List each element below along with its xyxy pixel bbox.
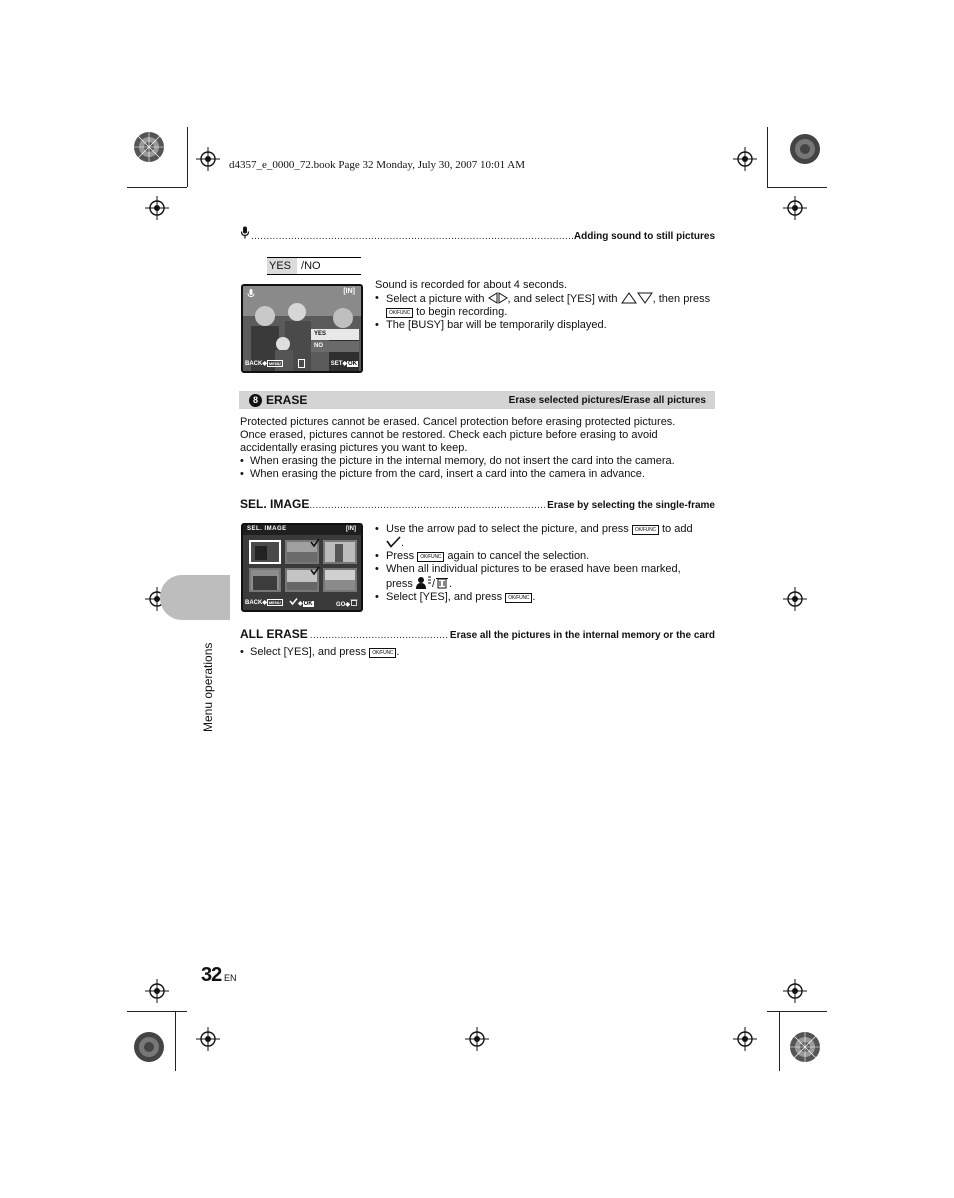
crosshair-mark-icon xyxy=(783,196,807,220)
left-right-arrow-icon xyxy=(488,292,508,304)
checkmark-icon xyxy=(289,598,298,605)
page-number: 32 xyxy=(201,964,222,986)
bullet-text: When all individual pictures to be erased have been marked, xyxy=(386,563,681,575)
trash-icon xyxy=(350,599,358,606)
bullet-text: Select a picture with xyxy=(386,293,485,305)
check-ok-hint: ◆OK xyxy=(289,598,314,607)
crop-line xyxy=(767,187,827,188)
registration-target-icon xyxy=(133,1031,165,1063)
sound-section-title: Adding sound to still pictures xyxy=(573,231,715,242)
sound-section-header xyxy=(240,226,715,242)
go-label: GO xyxy=(336,602,346,608)
sel-image-steps xyxy=(375,523,720,604)
all-erase-description: Erase all the pictures in the internal memory or the card xyxy=(449,630,715,641)
bullet-text: press xyxy=(386,578,413,590)
bullet-text: , and select [YES] with xyxy=(507,293,618,305)
all-erase-title: ALL ERASE xyxy=(240,627,308,641)
dot-leader xyxy=(310,630,448,641)
crop-line xyxy=(127,1011,187,1012)
trash-button-icon xyxy=(435,576,449,589)
memory-indicator: [IN] xyxy=(343,288,355,295)
back-menu-hint: BACK◆ MENU xyxy=(245,600,281,606)
menu-key: MENU xyxy=(268,600,281,605)
portrait-button-icon xyxy=(416,576,432,589)
erase-section-title: ERASE xyxy=(266,393,308,407)
menu-key: MENU xyxy=(268,361,281,366)
checkmark-icon xyxy=(386,536,401,548)
bullet-text: , then press xyxy=(652,293,711,305)
bullet-text: . xyxy=(532,591,536,603)
crop-line xyxy=(127,187,187,188)
set-ok-hint: SET◆OK xyxy=(330,361,357,367)
crop-line xyxy=(767,1011,827,1012)
ok-func-button-icon: OK/FUNC xyxy=(505,593,532,603)
sel-image-title: SEL. IMAGE xyxy=(240,497,310,511)
ok-key: OK xyxy=(303,601,313,607)
bullet-text: Select [YES], and press xyxy=(250,646,367,658)
bullet-text: again to cancel the selection. xyxy=(447,550,590,562)
up-down-arrow-icon xyxy=(621,292,653,304)
set-label: SET xyxy=(330,361,343,367)
registration-target-icon xyxy=(133,131,165,163)
section-number-badge: 8 xyxy=(249,394,262,407)
sound-bullet: • The [BUSY] bar will be temporarily displayed. xyxy=(375,319,720,332)
chapter-side-tab xyxy=(160,575,230,620)
crop-line xyxy=(779,1011,780,1071)
page-language: EN xyxy=(224,973,237,983)
ok-func-button-icon: OK/FUNC xyxy=(417,552,444,562)
all-erase-steps xyxy=(240,646,720,659)
registration-target-icon xyxy=(789,133,821,165)
bullet-text: to add xyxy=(661,523,693,535)
crosshair-mark-icon xyxy=(783,979,807,1003)
paragraph-line: Once erased, pictures cannot be restored. Check each picture before erasing to avoid xyxy=(240,429,658,441)
book-info-header: d4357_e_0000_72.book Page 32 Monday, July 30, 2007 10:01 AM xyxy=(229,159,525,171)
microphone-icon xyxy=(240,226,250,239)
dot-leader xyxy=(251,231,574,242)
bullet-text: to begin recording. xyxy=(416,306,508,318)
sel-image-bullet xyxy=(375,591,720,604)
back-label: BACK xyxy=(245,600,263,606)
ok-func-button-icon: OK/FUNC xyxy=(369,648,396,658)
erase-section-description: Erase selected pictures/Erase all pictures xyxy=(508,394,706,406)
chapter-side-label: Menu operations xyxy=(201,642,215,732)
option-yes: YES xyxy=(267,258,297,274)
crosshair-mark-icon xyxy=(783,587,807,611)
crop-line xyxy=(175,1011,176,1071)
sel-image-description: Erase by selecting the single-frame xyxy=(547,500,715,511)
bullet-text: Press xyxy=(386,550,415,562)
sel-image-bullet: • When all individual pictures to be erased have been marked, press / . xyxy=(375,563,720,591)
bullet-text: . xyxy=(396,646,400,658)
registration-target-icon xyxy=(789,1031,821,1063)
bullet-text: Use the arrow pad to select the picture, and press xyxy=(386,523,629,535)
ok-func-button-icon: OK/FUNC xyxy=(632,525,659,535)
menu-no: NO xyxy=(311,341,359,352)
battery-icon xyxy=(298,359,305,368)
go-hint: GO◆ xyxy=(336,599,358,608)
all-erase-bullet xyxy=(240,646,720,659)
sel-image-header xyxy=(240,497,715,511)
crop-line xyxy=(767,127,768,187)
microphone-icon xyxy=(247,289,255,299)
sound-intro: Sound is recorded for about 4 seconds. xyxy=(375,279,568,291)
menu-yes: YES xyxy=(311,329,359,340)
crop-line xyxy=(187,127,188,187)
bullet-text: . xyxy=(401,537,405,549)
sound-bullet xyxy=(375,292,720,319)
back-label: BACK xyxy=(245,361,263,367)
erase-bullet: • When erasing the picture in the internal memory, do not insert the card into the camera. xyxy=(240,455,720,468)
paragraph-line: Protected pictures cannot be erased. Cancel protection before erasing protected pictures. xyxy=(240,416,676,428)
crosshair-mark-icon xyxy=(733,1027,757,1051)
erase-intro xyxy=(240,416,720,481)
screen-title: SEL. IMAGE xyxy=(247,526,287,532)
sound-description xyxy=(375,279,720,332)
ok-func-button-icon: OK/FUNC xyxy=(386,308,413,318)
sel-image-bullet xyxy=(375,523,720,550)
bullet-text: Select [YES], and press xyxy=(386,591,503,603)
sound-lcd-screen xyxy=(241,284,363,373)
crosshair-mark-icon xyxy=(145,979,169,1003)
all-erase-header xyxy=(240,627,715,641)
crosshair-mark-icon xyxy=(145,196,169,220)
option-no: /NO xyxy=(301,260,321,272)
bullet-text: . xyxy=(449,578,453,590)
ok-key: OK xyxy=(348,361,357,367)
crosshair-mark-icon xyxy=(733,147,757,171)
erase-bullet: • When erasing the picture from the card, insert a card into the camera in advance. xyxy=(240,468,720,481)
sel-image-bullet xyxy=(375,550,720,563)
back-menu-hint: BACK◆ MENU xyxy=(245,361,281,367)
crosshair-mark-icon xyxy=(196,147,220,171)
crosshair-mark-icon xyxy=(196,1027,220,1051)
memory-indicator: [IN] xyxy=(346,526,356,532)
sel-image-lcd-screen xyxy=(241,523,363,612)
thumbnail-grid-icon xyxy=(243,538,361,598)
erase-section-bar xyxy=(239,391,715,409)
paragraph-line: accidentally erasing pictures you want to keep. xyxy=(240,442,468,454)
crosshair-mark-icon xyxy=(465,1027,489,1051)
dot-leader xyxy=(309,500,545,511)
yes-no-options xyxy=(267,257,361,275)
